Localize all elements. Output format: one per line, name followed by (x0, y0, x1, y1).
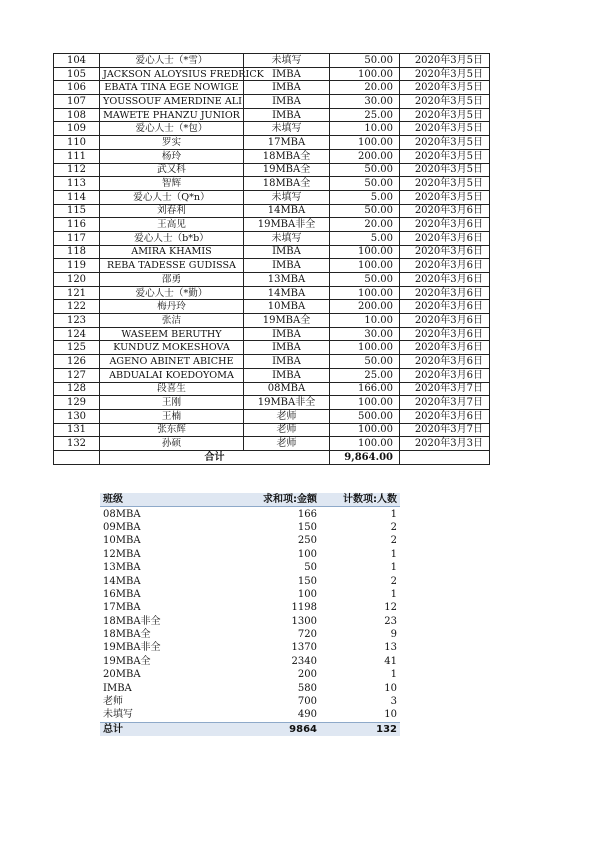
pivot-total-sum: 9864 (220, 722, 320, 736)
donation-amount: 50.00 (330, 163, 400, 177)
donation-amount: 5.00 (330, 190, 400, 204)
donation-no: 130 (54, 409, 100, 423)
donation-row (54, 163, 490, 177)
donation-amount: 100.00 (330, 437, 400, 451)
donation-row (54, 409, 490, 423)
donor-class: IMBA (244, 245, 330, 259)
donor-class: 14MBA (244, 204, 330, 218)
donor-class: 14MBA (244, 286, 330, 300)
pivot-class: 20MBA (103, 669, 141, 681)
donation-date: 2020年3月6日 (400, 368, 490, 382)
donor-name: 杨玲 (100, 149, 244, 163)
donation-no: 117 (54, 231, 100, 245)
pivot-header-count: 计数项:人数 (320, 493, 400, 507)
donation-date: 2020年3月6日 (400, 218, 490, 232)
pivot-sum: 100 (297, 588, 317, 600)
donor-name: MAWETE PHANZU JUNIOR (100, 108, 244, 122)
donation-no: 123 (54, 314, 100, 328)
donation-date: 2020年3月5日 (400, 163, 490, 177)
donation-row (54, 423, 490, 437)
pivot-total-row (100, 722, 400, 736)
donation-no: 104 (54, 54, 100, 68)
donation-amount: 50.00 (330, 204, 400, 218)
donation-date: 2020年3月5日 (400, 54, 490, 68)
donation-row (54, 54, 490, 68)
pivot-row (100, 615, 400, 628)
donor-class: IMBA (244, 259, 330, 273)
donor-name: ABDUALAI KOEDOYOMA (100, 368, 244, 382)
donation-no: 107 (54, 95, 100, 109)
donor-class: IMBA (244, 95, 330, 109)
pivot-header-class: 班级 (100, 493, 220, 507)
pivot-count: 2 (390, 535, 397, 547)
donor-name: 孙硕 (100, 437, 244, 451)
donor-class: 19MBA非全 (244, 396, 330, 410)
donor-class: IMBA (244, 67, 330, 81)
donation-date: 2020年3月7日 (400, 396, 490, 410)
donor-name: AMIRA KHAMIS (100, 245, 244, 259)
donor-name: 爱心人士（*包） (100, 122, 244, 136)
donation-no: 115 (54, 204, 100, 218)
donor-name: 梅丹玲 (100, 300, 244, 314)
donation-table-body (54, 54, 490, 451)
pivot-sum: 200 (297, 669, 317, 681)
donation-row (54, 368, 490, 382)
donation-date: 2020年3月6日 (400, 327, 490, 341)
donation-date: 2020年3月7日 (400, 382, 490, 396)
donation-no: 114 (54, 190, 100, 204)
donation-no: 118 (54, 245, 100, 259)
donation-amount: 100.00 (330, 396, 400, 410)
donation-amount: 30.00 (330, 95, 400, 109)
donation-row (54, 245, 490, 259)
donation-total-label: 合计 (100, 450, 330, 464)
donation-amount: 5.00 (330, 231, 400, 245)
donation-no: 131 (54, 423, 100, 437)
donation-date: 2020年3月5日 (400, 136, 490, 150)
pivot-class: 16MBA (103, 588, 141, 600)
pivot-count: 2 (390, 575, 397, 587)
donation-date: 2020年3月5日 (400, 81, 490, 95)
donation-amount: 500.00 (330, 409, 400, 423)
pivot-header-sum: 求和项:金额 (220, 493, 320, 507)
donor-name: 张洁 (100, 314, 244, 328)
donation-row (54, 177, 490, 191)
donation-row (54, 231, 490, 245)
pivot-table (100, 493, 400, 736)
donation-no: 120 (54, 273, 100, 287)
donation-date: 2020年3月6日 (400, 204, 490, 218)
pivot-header-row (100, 493, 400, 507)
donation-row (54, 259, 490, 273)
pivot-class: 19MBA非全 (103, 642, 161, 654)
donation-date: 2020年3月6日 (400, 300, 490, 314)
donation-row (54, 67, 490, 81)
pivot-sum: 150 (297, 521, 317, 533)
pivot-total-label: 总计 (100, 722, 220, 736)
donation-no: 109 (54, 122, 100, 136)
pivot-class: 13MBA (103, 562, 141, 574)
donor-class: 老师 (244, 423, 330, 437)
pivot-count: 1 (390, 548, 397, 560)
donation-row (54, 108, 490, 122)
pivot-row (100, 708, 400, 722)
donor-class: 10MBA (244, 300, 330, 314)
donation-amount: 20.00 (330, 218, 400, 232)
donation-no: 111 (54, 149, 100, 163)
donor-class: IMBA (244, 341, 330, 355)
pivot-total-count: 132 (320, 722, 400, 736)
pivot-count: 1 (390, 669, 397, 681)
donor-class: 19MBA非全 (244, 218, 330, 232)
pivot-class: 老师 (103, 696, 123, 708)
donor-name: 张东辉 (100, 423, 244, 437)
donation-date: 2020年3月6日 (400, 355, 490, 369)
pivot-class: 17MBA (103, 602, 141, 614)
donor-class: 18MBA全 (244, 177, 330, 191)
pivot-count: 23 (384, 615, 397, 627)
donation-row (54, 136, 490, 150)
donation-date: 2020年3月5日 (400, 177, 490, 191)
pivot-row (100, 507, 400, 521)
pivot-row (100, 534, 400, 547)
pivot-row (100, 601, 400, 614)
pivot-class: 未填写 (103, 709, 133, 721)
donation-no: 105 (54, 67, 100, 81)
pivot-row (100, 548, 400, 561)
pivot-class: 14MBA (103, 575, 141, 587)
donation-no: 121 (54, 286, 100, 300)
donation-row (54, 314, 490, 328)
donor-name: 王高见 (100, 218, 244, 232)
donation-row (54, 218, 490, 232)
donation-total-row (54, 450, 490, 464)
pivot-sum: 250 (297, 535, 317, 547)
pivot-count: 3 (390, 696, 397, 708)
pivot-class: 10MBA (103, 535, 141, 547)
donation-date: 2020年3月7日 (400, 423, 490, 437)
pivot-class: 19MBA全 (103, 655, 151, 667)
donation-table (53, 53, 490, 465)
donor-class: 19MBA全 (244, 314, 330, 328)
donor-class: 未填写 (244, 122, 330, 136)
pivot-row (100, 588, 400, 601)
pivot-row (100, 641, 400, 654)
donation-date: 2020年3月6日 (400, 314, 490, 328)
pivot-sum: 1370 (291, 642, 317, 654)
donation-no: 132 (54, 437, 100, 451)
total-blank-cell (54, 450, 100, 464)
donor-class: 08MBA (244, 382, 330, 396)
donor-name: WASEEM BERUTHY (100, 327, 244, 341)
donor-class: 老师 (244, 437, 330, 451)
donation-no: 113 (54, 177, 100, 191)
donation-amount: 25.00 (330, 108, 400, 122)
donation-row (54, 355, 490, 369)
donation-row (54, 396, 490, 410)
donor-class: IMBA (244, 108, 330, 122)
donor-class: IMBA (244, 81, 330, 95)
donation-amount: 10.00 (330, 122, 400, 136)
pivot-row (100, 628, 400, 641)
pivot-count: 1 (390, 508, 397, 520)
donation-date: 2020年3月6日 (400, 409, 490, 423)
donation-amount: 30.00 (330, 327, 400, 341)
donation-date: 2020年3月5日 (400, 95, 490, 109)
donation-amount: 10.00 (330, 314, 400, 328)
donation-amount: 25.00 (330, 368, 400, 382)
donation-date: 2020年3月6日 (400, 259, 490, 273)
donation-row (54, 149, 490, 163)
donation-amount: 50.00 (330, 355, 400, 369)
donation-no: 112 (54, 163, 100, 177)
donation-date: 2020年3月6日 (400, 286, 490, 300)
donation-amount: 50.00 (330, 177, 400, 191)
donor-class: IMBA (244, 355, 330, 369)
donation-row (54, 273, 490, 287)
donation-amount: 200.00 (330, 149, 400, 163)
pivot-class: 12MBA (103, 548, 141, 560)
donor-name: 邵勇 (100, 273, 244, 287)
donor-name: KUNDUZ MOKESHOVA (100, 341, 244, 355)
donation-date: 2020年3月6日 (400, 341, 490, 355)
pivot-row (100, 681, 400, 694)
donation-amount: 100.00 (330, 245, 400, 259)
donor-class: 17MBA (244, 136, 330, 150)
donation-row (54, 95, 490, 109)
donor-name: 王刚 (100, 396, 244, 410)
donor-name: YOUSSOUF AMERDINE ALI (100, 95, 244, 109)
donation-date: 2020年3月3日 (400, 437, 490, 451)
pivot-count: 10 (384, 709, 397, 721)
pivot-sum: 700 (297, 696, 317, 708)
donation-row (54, 341, 490, 355)
pivot-count: 41 (384, 655, 397, 667)
pivot-count: 13 (384, 642, 397, 654)
donor-name: 智辉 (100, 177, 244, 191)
pivot-sum: 166 (297, 508, 317, 520)
pivot-count: 10 (384, 682, 397, 694)
donation-no: 129 (54, 396, 100, 410)
total-blank-cell (400, 450, 490, 464)
donation-no: 126 (54, 355, 100, 369)
pivot-row (100, 668, 400, 681)
donation-row (54, 122, 490, 136)
donation-no: 128 (54, 382, 100, 396)
pivot-count: 2 (390, 521, 397, 533)
donor-name: 爱心人士（b*b） (100, 231, 244, 245)
pivot-count: 1 (390, 562, 397, 574)
donation-date: 2020年3月6日 (400, 245, 490, 259)
pivot-row (100, 655, 400, 668)
pivot-class: 08MBA (103, 508, 141, 520)
donation-date: 2020年3月5日 (400, 108, 490, 122)
pivot-class: 09MBA (103, 521, 141, 533)
donor-name: 王楠 (100, 409, 244, 423)
donation-row (54, 437, 490, 451)
donor-name: 刘春利 (100, 204, 244, 218)
donation-date: 2020年3月6日 (400, 231, 490, 245)
pivot-count: 12 (384, 602, 397, 614)
donation-no: 116 (54, 218, 100, 232)
donation-no: 119 (54, 259, 100, 273)
pivot-class: IMBA (103, 682, 132, 694)
donation-no: 125 (54, 341, 100, 355)
donor-class: 18MBA全 (244, 149, 330, 163)
pivot-table-body (100, 507, 400, 722)
donation-amount: 166.00 (330, 382, 400, 396)
pivot-sum: 150 (297, 575, 317, 587)
donation-no: 127 (54, 368, 100, 382)
pivot-row (100, 695, 400, 708)
donor-name: 爱心人士（Q*n） (100, 190, 244, 204)
donor-name: 段喜生 (100, 382, 244, 396)
pivot-sum: 50 (304, 562, 317, 574)
donation-no: 110 (54, 136, 100, 150)
donation-amount: 200.00 (330, 300, 400, 314)
pivot-sum: 100 (297, 548, 317, 560)
donation-no: 122 (54, 300, 100, 314)
pivot-class: 18MBA非全 (103, 615, 161, 627)
pivot-row (100, 561, 400, 574)
donor-name: JACKSON ALOYSIUS FREDRICK (100, 67, 244, 81)
donor-class: 未填写 (244, 54, 330, 68)
donor-name: 爱心人士（*雪） (100, 54, 244, 68)
pivot-count: 1 (390, 588, 397, 600)
donation-row (54, 327, 490, 341)
donor-class: 未填写 (244, 190, 330, 204)
pivot-row (100, 521, 400, 534)
donation-date: 2020年3月5日 (400, 122, 490, 136)
donation-amount: 100.00 (330, 136, 400, 150)
donation-row (54, 190, 490, 204)
pivot-sum: 580 (297, 682, 317, 694)
donation-amount: 100.00 (330, 286, 400, 300)
donation-amount: 20.00 (330, 81, 400, 95)
pivot-sum: 2340 (291, 655, 317, 667)
donor-name: 爱心人士（*勤） (100, 286, 244, 300)
pivot-sum: 1198 (291, 602, 317, 614)
donation-total-amount: 9,864.00 (330, 450, 400, 464)
donation-no: 124 (54, 327, 100, 341)
pivot-row (100, 574, 400, 587)
donor-class: 未填写 (244, 231, 330, 245)
donation-amount: 100.00 (330, 259, 400, 273)
donation-no: 108 (54, 108, 100, 122)
donor-class: IMBA (244, 327, 330, 341)
pivot-sum: 720 (297, 629, 317, 641)
donation-amount: 100.00 (330, 341, 400, 355)
donation-date: 2020年3月5日 (400, 149, 490, 163)
donor-name: AGENO ABINET ABICHE (100, 355, 244, 369)
donation-amount: 50.00 (330, 54, 400, 68)
donation-row (54, 204, 490, 218)
pivot-sum: 490 (297, 709, 317, 721)
donor-class: 老师 (244, 409, 330, 423)
donor-class: IMBA (244, 368, 330, 382)
donation-row (54, 286, 490, 300)
donation-amount: 100.00 (330, 67, 400, 81)
donor-name: 武又科 (100, 163, 244, 177)
donation-row (54, 81, 490, 95)
donation-row (54, 382, 490, 396)
donor-class: 19MBA全 (244, 163, 330, 177)
donor-name: 罗实 (100, 136, 244, 150)
donation-no: 106 (54, 81, 100, 95)
donor-name: EBATA TINA EGE NOWIGE (100, 81, 244, 95)
donation-row (54, 300, 490, 314)
pivot-sum: 1300 (291, 615, 317, 627)
pivot-count: 9 (390, 629, 397, 641)
donation-amount: 100.00 (330, 423, 400, 437)
donation-date: 2020年3月6日 (400, 273, 490, 287)
donation-date: 2020年3月5日 (400, 67, 490, 81)
donation-amount: 50.00 (330, 273, 400, 287)
donor-name: REBA TADESSE GUDISSA (100, 259, 244, 273)
donation-date: 2020年3月5日 (400, 190, 490, 204)
donor-class: 13MBA (244, 273, 330, 287)
pivot-class: 18MBA全 (103, 629, 151, 641)
